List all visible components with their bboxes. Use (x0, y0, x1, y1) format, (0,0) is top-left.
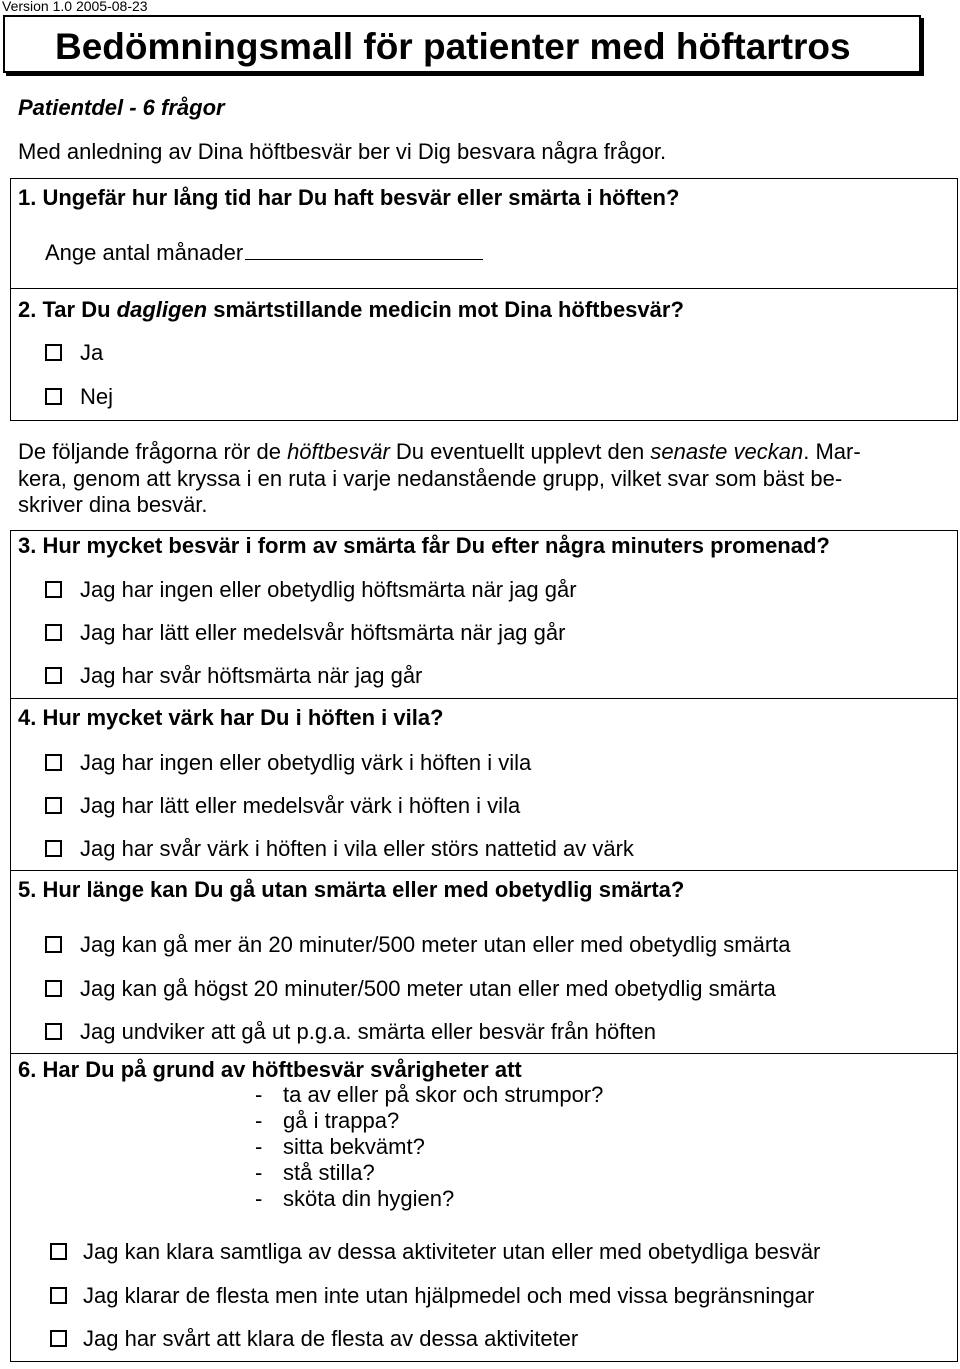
divider (10, 1053, 958, 1054)
option-label: Jag kan gå mer än 20 minuter/500 meter utan eller med obetydlig smärta (80, 932, 791, 957)
months-field-row (45, 240, 483, 266)
question-number: 5. (18, 877, 37, 902)
instructions-emphasis: senaste veckan (650, 439, 804, 464)
question-text-emphasis: dagligen (116, 297, 208, 322)
activity-marker: - (255, 1186, 263, 1211)
question-text: Ungefär hur lång tid har Du haft besvär eller smärta i höften? (42, 185, 680, 210)
months-input[interactable] (245, 240, 483, 260)
question-number: 2. (18, 297, 37, 322)
divider (10, 698, 958, 699)
activity-marker: - (255, 1160, 263, 1185)
question-text: smärtstillande medicin mot Dina höftbesvär? (213, 297, 684, 322)
instructions-line: kera, genom att kryssa i en ruta i varje nedanstående grupp, vilket svar som bäst be- (18, 465, 843, 491)
instructions-line (18, 439, 861, 466)
months-field-label: Ange antal månader (45, 240, 244, 265)
activity-item: sitta bekvämt? (283, 1134, 425, 1159)
option-label: Jag har lätt eller medelsvår värk i höften i vila (80, 793, 521, 818)
section-label: Patientdel - 6 frågor (18, 95, 225, 120)
question-text: Hur länge kan Du gå utan smärta eller med obetydlig smärta? (42, 877, 685, 902)
checkbox-q3-option-3[interactable] (45, 667, 62, 684)
checkbox-q5-option-2[interactable] (45, 980, 62, 997)
option-label: Nej (80, 384, 114, 409)
checkbox-q4-option-2[interactable] (45, 797, 62, 814)
option-label: Jag har svårt att klara de flesta av dessa aktiviteter (83, 1326, 579, 1351)
checkbox-q4-option-3[interactable] (45, 840, 62, 857)
activity-item: ta av eller på skor och strumpor? (283, 1082, 604, 1107)
divider (10, 288, 958, 289)
option-label: Jag kan gå högst 20 minuter/500 meter utan eller med obetydlig smärta (80, 976, 776, 1001)
question-text: Hur mycket besvär i form av smärta får Du efter några minuters promenad? (42, 533, 830, 558)
option-label: Jag har lätt eller medelsvår höftsmärta när jag går (80, 620, 566, 645)
option-label: Jag har svår värk i höften i vila eller störs nattetid av värk (80, 836, 634, 861)
instructions-emphasis: höftbesvär (287, 439, 390, 464)
checkbox-q6-option-2[interactable] (50, 1287, 67, 1304)
question-number: 1. (18, 185, 37, 210)
option-label: Jag har ingen eller obetydlig höftsmärta när jag går (80, 577, 577, 602)
option-label: Jag kan klara samtliga av dessa aktiviteter utan eller med obetydliga besvär (83, 1239, 821, 1264)
question-number: 3. (18, 533, 37, 558)
checkbox-nej[interactable] (45, 388, 62, 405)
question-text: Har Du på grund av höftbesvär svårigheter att (42, 1057, 522, 1082)
question-2 (18, 297, 684, 323)
option-label: Jag har ingen eller obetydlig värk i höften i vila (80, 750, 532, 775)
checkbox-q5-option-1[interactable] (45, 936, 62, 953)
intro-text: Med anledning av Dina höftbesvär ber vi Dig besvara några frågor. (18, 139, 667, 164)
activity-marker: - (255, 1108, 263, 1133)
activity-marker: - (255, 1082, 263, 1107)
checkbox-q6-option-3[interactable] (50, 1330, 67, 1347)
activity-item: stå stilla? (283, 1160, 375, 1185)
question-text: Hur mycket värk har Du i höften i vila? (42, 705, 444, 730)
version-label: Version 1.0 2005-08-23 (2, 0, 148, 14)
question-6 (18, 1057, 522, 1083)
divider (10, 870, 958, 871)
activity-marker: - (255, 1134, 263, 1159)
checkbox-q3-option-2[interactable] (45, 624, 62, 641)
question-number: 6. (18, 1057, 37, 1082)
option-label: Jag har svår höftsmärta när jag går (80, 663, 423, 688)
instructions-text: De följande frågorna rör de (18, 439, 281, 464)
instructions-line: skriver dina besvär. (18, 492, 208, 517)
question-text: Tar Du (42, 297, 111, 322)
question-1 (18, 185, 679, 211)
question-4 (18, 705, 444, 731)
question-number: 4. (18, 705, 37, 730)
option-label: Jag undviker att gå ut p.g.a. smärta eller besvär från höften (80, 1019, 656, 1044)
question-3 (18, 533, 830, 559)
question-5 (18, 877, 684, 903)
checkbox-q4-option-1[interactable] (45, 754, 62, 771)
activity-item: gå i trappa? (283, 1108, 400, 1133)
activity-item: sköta din hygien? (283, 1186, 455, 1211)
instructions (18, 439, 861, 519)
option-label: Jag klarar de flesta men inte utan hjälpmedel och med vissa begränsningar (83, 1283, 815, 1308)
checkbox-ja[interactable] (45, 344, 62, 361)
page-title: Bedömningsmall för patienter med höftartros (55, 26, 851, 67)
instructions-text: Du eventuellt upplevt den (395, 439, 645, 464)
checkbox-q3-option-1[interactable] (45, 581, 62, 598)
instructions-text: . Mar- (803, 439, 861, 464)
option-label: Ja (80, 340, 104, 365)
checkbox-q6-option-1[interactable] (50, 1243, 67, 1260)
checkbox-q5-option-3[interactable] (45, 1023, 62, 1040)
